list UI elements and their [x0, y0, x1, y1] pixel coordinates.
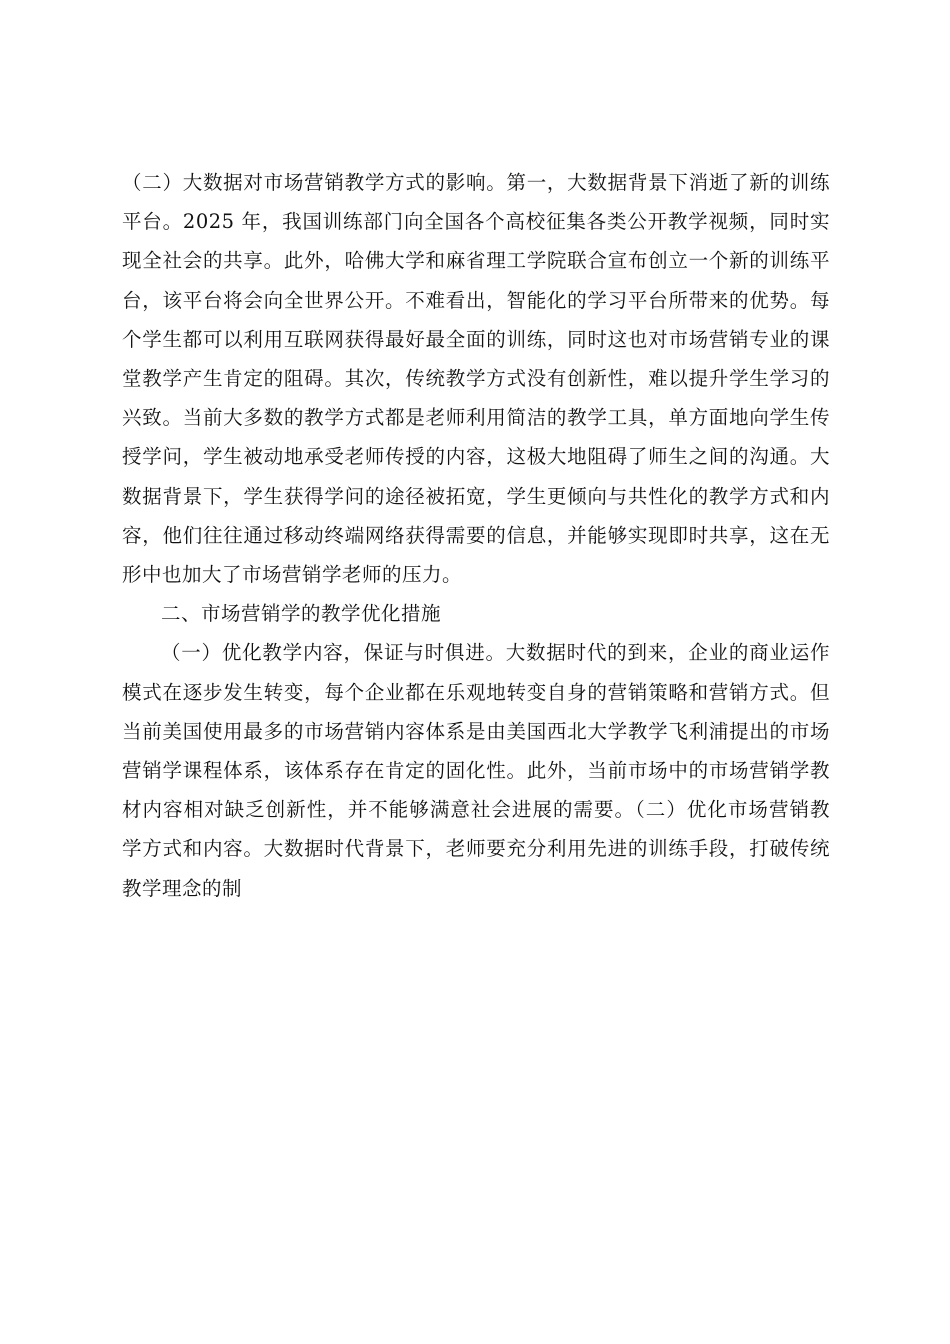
- paragraph-optimize-content: （一）优化教学内容，保证与时俱进。大数据时代的到来，企业的商业运作模式在逐步发生转变，每个企业都在乐观地转变自身的营销策略和营销方式。但当前美国使用最多的市场营销内容体系是由美国西北大学教学飞利浦提出的市场营销学课程体系，该体系存在肯定的固化性。此外，当前市场中的市场营销学教材内容相对缺乏创新性，并不能够满意社会进展的需要。（二）优化市场营销教学方式和内容。大数据时代背景下，老师要充分利用先进的训练手段，打破传统教学理念的制: [122, 641, 830, 900]
- section-heading-optimization-measures: 二、市场营销学的教学优化措施: [161, 602, 442, 626]
- paragraph-teaching-methods-impact: （二）大数据对市场营销教学方式的影响。第一，大数据背景下消逝了新的训练平台。2025 年，我国训练部门向全国各个高校征集各类公开教学视频，同时实现全社会的共享。此外，哈佛大学和麻省理工学院联合宣布创立一个新的训练平台，该平台将会向全世界公开。不难看出，智能化的学习平台所带来的优势。每个学生都可以利用互联网获得最好最全面的训练，同时这也对市场营销专业的课堂教学产生肯定的阻碍。其次，传统教学方式没有创新性，难以提升学生学习的兴致。当前大多数的教学方式都是老师利用简洁的教学工具，单方面地向学生传授学问，学生被动地承受老师传授的内容，这极大地阻碍了师生之间的沟通。大数据背景下，学生获得学问的途径被拓宽，学生更倾向与共性化的教学方式和内容，他们往往通过移动终端网络获得需要的信息，并能够实现即时共享，这在无形中也加大了市场营销学老师的压力。: [122, 171, 830, 587]
- document-body: [122, 163, 830, 908]
